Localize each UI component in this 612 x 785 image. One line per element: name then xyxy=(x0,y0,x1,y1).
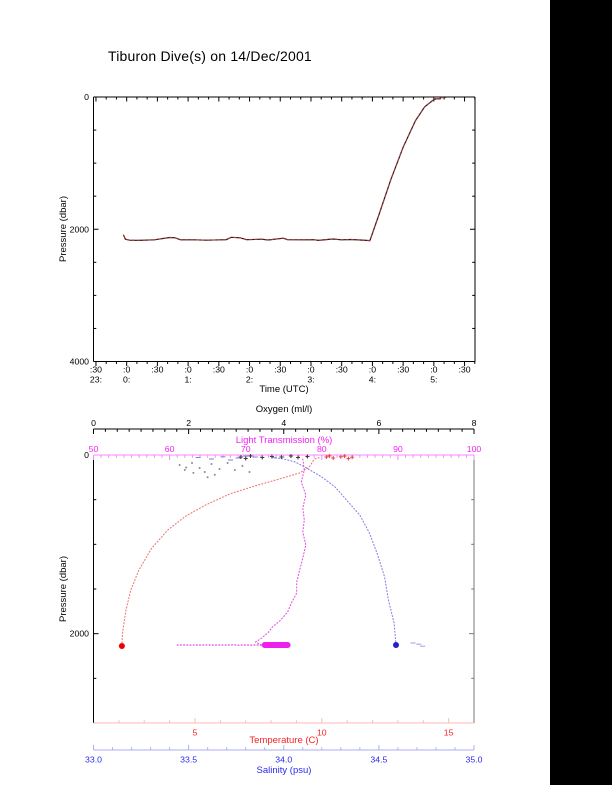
light-transmission-tick-label: 50 xyxy=(88,444,99,454)
time-axis-title: Time (UTC) xyxy=(259,384,309,395)
time-hour-label: 0: xyxy=(123,374,131,385)
salinity-tick-label: 34.5 xyxy=(370,754,388,765)
time-hour-label: 1: xyxy=(184,374,192,385)
oxygen-near-surface-dots xyxy=(185,467,187,469)
time-tick-label: :30 xyxy=(212,364,225,375)
time-hour-label: 2: xyxy=(245,374,254,385)
oxygen-near-surface-dots xyxy=(214,474,216,476)
temperature-bottom-dot xyxy=(119,643,125,649)
temperature-profile xyxy=(122,458,319,646)
oxygen-near-surface-dots xyxy=(234,469,236,471)
oxygen-near-surface-dots xyxy=(241,465,243,467)
oxygen-near-surface-dots xyxy=(207,476,209,478)
oxygen-near-surface-dots xyxy=(184,469,186,471)
salinity-tick-label: 34.0 xyxy=(275,754,293,765)
temperature-tick-label: 5 xyxy=(192,727,198,738)
time-hour-label: 23: xyxy=(89,374,102,385)
time-tick-label: :30 xyxy=(89,364,102,375)
oxygen-tick-label: 8 xyxy=(471,418,477,428)
oxygen-near-surface-dots xyxy=(204,471,206,473)
time-tick-label: :30 xyxy=(397,364,410,375)
light-transmission-tick-label: 80 xyxy=(316,444,327,454)
pressure-axis-title-top: Pressure (dbar) xyxy=(58,196,69,262)
oxygen-axis-title: Oxygen (ml/l) xyxy=(255,404,313,415)
salinity-bottom-dot xyxy=(393,642,399,648)
pressure-axis-title-bottom: Pressure (dbar) xyxy=(58,556,69,622)
oxygen-near-surface-dots xyxy=(219,468,221,470)
time-tick-label: :0 xyxy=(184,364,192,375)
time-tick-label: :30 xyxy=(151,364,164,375)
light-transmission-profile xyxy=(256,459,306,645)
time-tick-label: :0 xyxy=(123,364,131,375)
pressure-tick-label: 4000 xyxy=(69,356,89,367)
temperature-axis-title: Temperature (C) xyxy=(249,735,319,746)
right-black-bar xyxy=(550,0,612,785)
oxygen-near-surface-dots xyxy=(249,471,251,473)
salinity-profile xyxy=(274,458,396,645)
light-transmission-tick-label: 60 xyxy=(164,444,175,454)
oxygen-near-surface-dots xyxy=(192,472,194,474)
oxygen-near-surface-dots xyxy=(227,462,229,464)
pressure-tick-label: 0 xyxy=(84,450,89,460)
light-transmission-tick-label: 70 xyxy=(240,444,251,454)
oxygen-near-surface-dots xyxy=(179,464,181,466)
oxygen-near-surface-dots xyxy=(199,467,201,469)
light-transmission-tick-label: 100 xyxy=(466,444,482,454)
salinity-tick-label: 33.0 xyxy=(85,754,102,765)
light-transmission-axis-title: Light Transmission (%) xyxy=(235,435,333,446)
oxygen-near-surface-dots xyxy=(211,463,213,465)
temperature-tick-label: 10 xyxy=(316,727,327,738)
time-hour-label: 4: xyxy=(368,374,377,385)
time-tick-label: :0 xyxy=(245,364,254,375)
dive-depth-track-red-overlay xyxy=(124,97,446,241)
time-tick-label: :30 xyxy=(274,364,287,375)
time-hour-label: 5: xyxy=(430,374,438,385)
pressure-tick-label: 2000 xyxy=(69,224,89,235)
time-hour-label: 3: xyxy=(307,374,315,385)
page-title: Tiburon Dive(s) on 14/Dec/2001 xyxy=(108,48,312,64)
salinity-axis-title: Salinity (psu) xyxy=(256,765,312,776)
oxygen-tick-label: 4 xyxy=(281,418,287,428)
oxygen-tick-label: 2 xyxy=(186,418,192,428)
time-tick-label: :30 xyxy=(458,364,471,375)
dive-depth-track xyxy=(124,97,446,241)
temperature-tick-label: 15 xyxy=(443,727,454,738)
light-transmission-tick-label: 90 xyxy=(393,444,403,454)
oxygen-tick-label: 0 xyxy=(91,418,96,428)
pressure-tick-label: 2000 xyxy=(69,628,89,639)
oxygen-near-surface-dots xyxy=(191,462,193,464)
time-tick-label: :0 xyxy=(368,364,377,375)
salinity-tick-label: 33.5 xyxy=(180,754,198,765)
oxygen-tick-label: 6 xyxy=(376,418,382,428)
time-tick-label: :30 xyxy=(335,364,348,375)
pressure-tick-label: 0 xyxy=(84,92,89,102)
time-tick-label: :0 xyxy=(430,364,438,375)
salinity-tick-label: 35.0 xyxy=(465,754,483,765)
time-tick-label: :0 xyxy=(307,364,315,375)
